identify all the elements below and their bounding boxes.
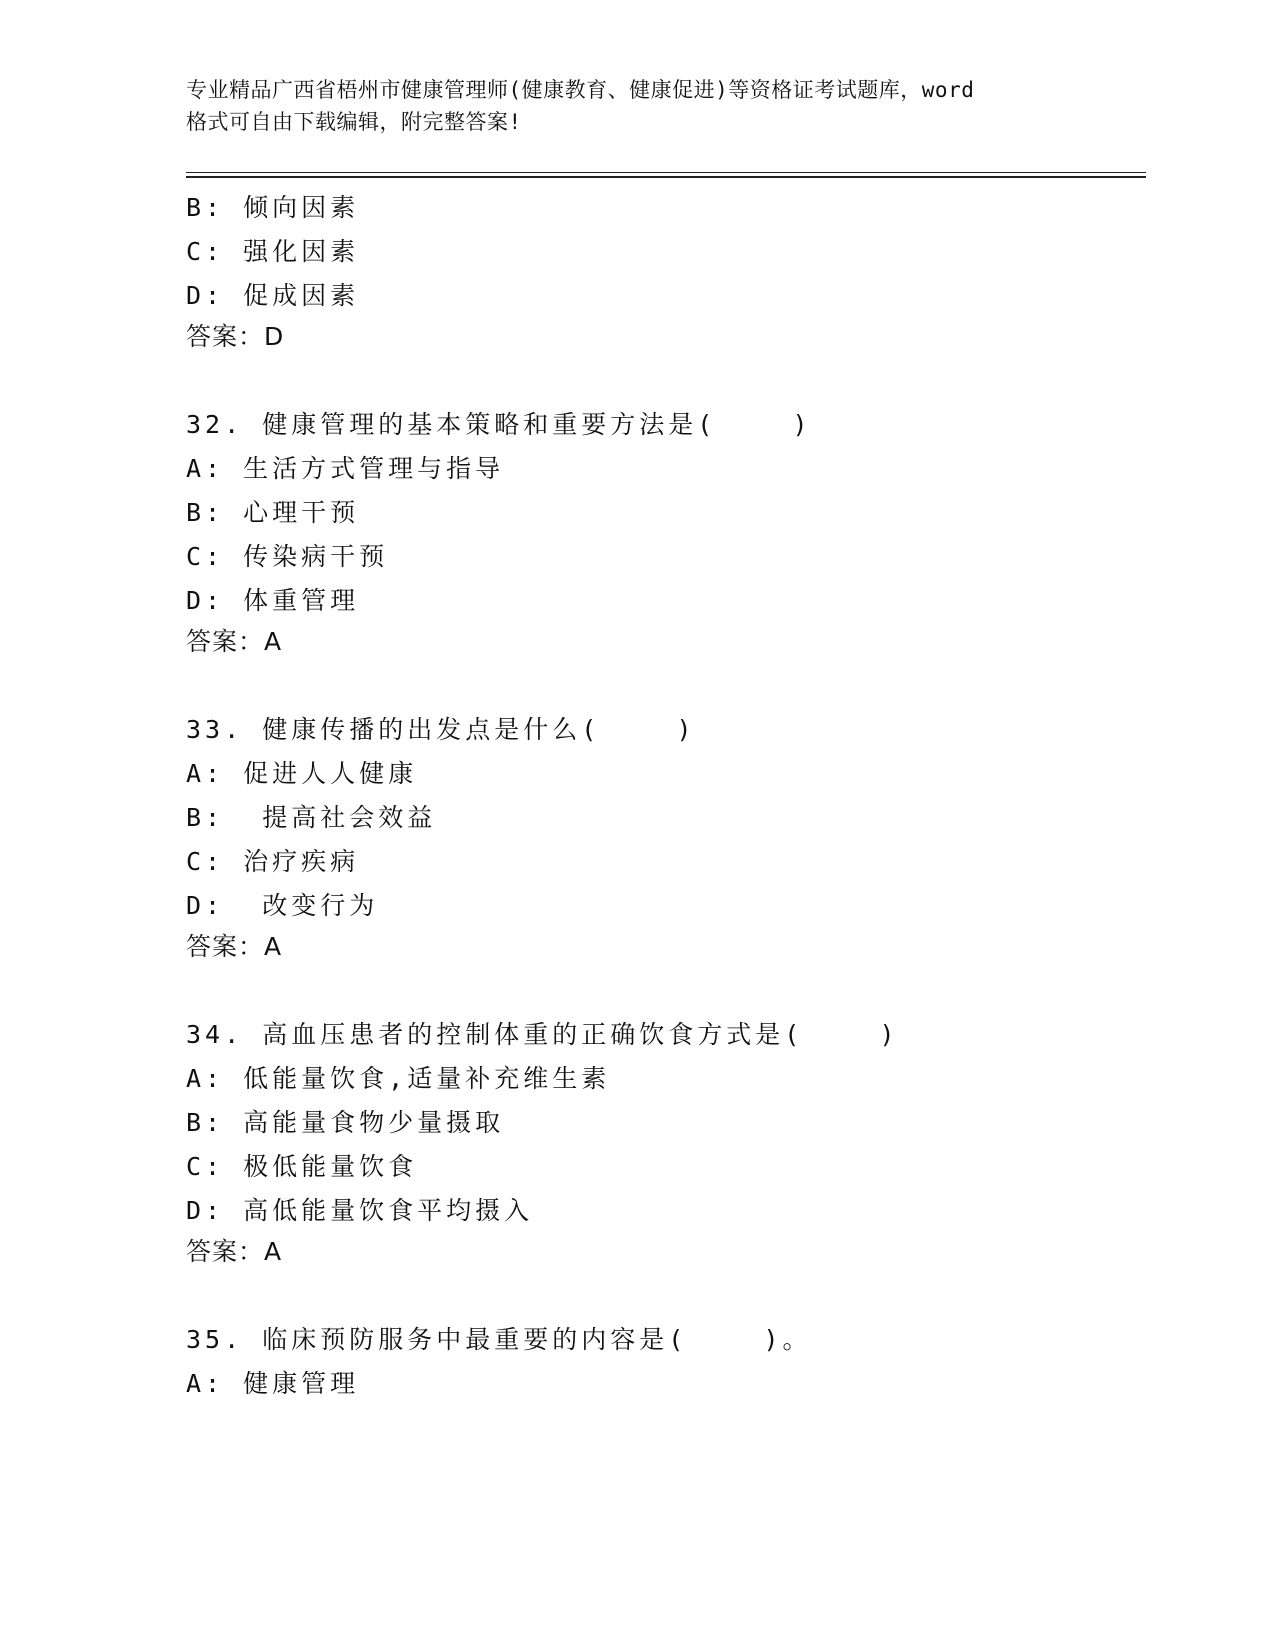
q34-option-a: A: 低能量饮食,适量补充维生素 [186, 1064, 611, 1093]
q34-option-b: B: 高能量食物少量摄取 [186, 1108, 505, 1137]
q32-option-a: A: 生活方式管理与指导 [186, 454, 505, 483]
q34-option-c: C: 极低能量饮食 [186, 1152, 418, 1181]
page-header [186, 74, 1086, 138]
q34-answer: 答案：A [186, 1237, 283, 1266]
q33-question: 33. 健康传播的出发点是什么( ) [186, 715, 696, 744]
q35-option-a: A: 健康管理 [186, 1369, 360, 1398]
q33-option-b: B: 提高社会效益 [186, 803, 437, 832]
header-rule-thin [186, 172, 1146, 173]
q35-question: 35. 临床预防服务中最重要的内容是( )。 [186, 1325, 812, 1354]
q31-option-d: D: 促成因素 [186, 281, 360, 310]
q31-option-c: C: 强化因素 [186, 237, 360, 266]
header-line-1: 专业精品广西省梧州市健康管理师(健康教育、健康促进)等资格证考试题库，word [186, 78, 975, 102]
q32-option-b: B: 心理干预 [186, 498, 360, 527]
q34-question: 34. 高血压患者的控制体重的正确饮食方式是( ) [186, 1020, 899, 1049]
q34-option-d: D: 高低能量饮食平均摄入 [186, 1196, 534, 1225]
q32-option-d: D: 体重管理 [186, 586, 360, 615]
header-line-2: 格式可自由下载编辑，附完整答案! [186, 110, 522, 134]
q31-answer: 答案：D [186, 322, 285, 351]
q32-question: 32. 健康管理的基本策略和重要方法是( ) [186, 410, 812, 439]
q33-option-c: C: 治疗疾病 [186, 847, 360, 876]
q33-option-a: A: 促进人人健康 [186, 759, 418, 788]
q33-option-d: D: 改变行为 [186, 891, 379, 920]
q33-answer: 答案：A [186, 932, 283, 961]
header-rule-thick [186, 176, 1146, 178]
q32-answer: 答案：A [186, 627, 283, 656]
q32-option-c: C: 传染病干预 [186, 542, 389, 571]
q31-option-b: B: 倾向因素 [186, 193, 360, 222]
